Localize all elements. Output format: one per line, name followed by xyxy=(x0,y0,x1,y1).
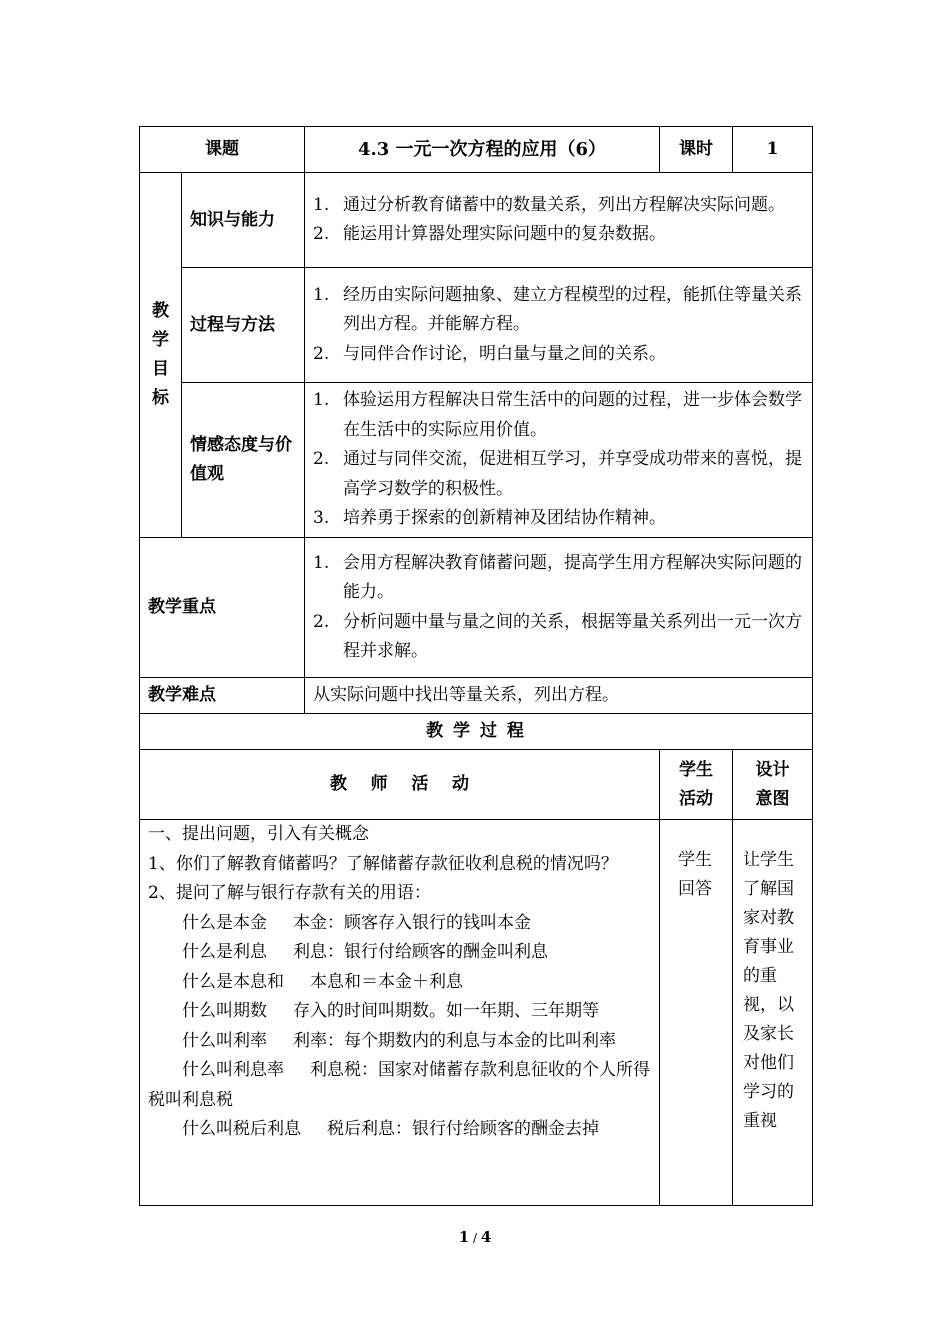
list-item: 1. 经历由实际问题抽象、建立方程模型的过程，能抓住等量关系列出方程。并能解方程。 xyxy=(313,284,802,335)
goals-label-char: 教 xyxy=(152,301,169,321)
goal-items-knowledge xyxy=(305,173,813,268)
list-item: 1. 会用方程解决教育储蓄问题，提高学生用方程解决实际问题的能力。 xyxy=(313,552,802,602)
goal-row-process xyxy=(140,268,813,383)
key-points-items xyxy=(305,538,813,678)
term-line: 什么是本金 本金：顾客存入银行的钱叫本金 xyxy=(182,912,531,933)
page-separator: / xyxy=(469,1231,481,1245)
teacher-activity-header: 教 师 活 动 xyxy=(140,750,660,820)
term-line: 什么是利息 利息：银行付给顾客的酬金叫利息 xyxy=(182,942,548,962)
difficulty-row xyxy=(140,678,813,714)
goal-label-knowledge: 知识与能力 xyxy=(182,173,305,268)
page-current: 1 xyxy=(458,1228,470,1246)
lesson-title: 4.3 一元一次方程的应用（6） xyxy=(305,127,660,173)
goal-label-process: 过程与方法 xyxy=(182,268,305,383)
term-line: 什么叫利息率 利息税：国家对储蓄存款利息征收的个人所得税叫利息税 xyxy=(148,1060,650,1110)
process-title-row xyxy=(140,714,813,750)
design-intent-header: 设计意图 xyxy=(733,750,813,820)
section-heading: 一、提出问题，引入有关概念 xyxy=(148,824,369,844)
question-1: 1、你们了解教育储蓄吗？了解储蓄存款征收利息税的情况吗？ xyxy=(148,853,618,874)
list-item: 2. 能运用计算器处理实际问题中的复杂数据。 xyxy=(313,224,666,244)
goal-row-attitude xyxy=(140,383,813,538)
key-points-row xyxy=(140,538,813,678)
goal-row-knowledge xyxy=(140,173,813,268)
student-activity-content: 学生回答 xyxy=(660,820,733,1206)
period-label: 课时 xyxy=(660,127,733,173)
term-line: 什么叫利率 利率：每个期数内的利息与本金的比叫利率 xyxy=(182,1030,616,1051)
term-line: 什么叫期数 存入的时间叫期数。如一年期、三年期等 xyxy=(182,1001,599,1021)
process-title: 教 学 过 程 xyxy=(140,714,813,750)
period-value: 1 xyxy=(733,127,813,173)
teacher-activity-content xyxy=(140,820,660,1206)
goals-label xyxy=(140,173,182,538)
goal-label-attitude: 情感态度与价值观 xyxy=(182,383,305,538)
list-item: 2. 分析问题中量与量之间的关系，根据等量关系列出一元一次方程并求解。 xyxy=(313,611,802,661)
process-content-row xyxy=(140,820,813,1206)
goals-label-char: 目 xyxy=(152,359,169,379)
process-header-row xyxy=(140,750,813,820)
list-item: 2. 通过与同伴交流，促进相互学习，并享受成功带来的喜悦，提高学习数学的积极性。 xyxy=(313,449,802,499)
question-2: 2、提问了解与银行存款有关的用语： xyxy=(148,883,431,903)
key-points-label: 教学重点 xyxy=(140,538,305,678)
topic-label: 课题 xyxy=(140,127,305,173)
goals-label-char: 学 xyxy=(152,330,169,350)
list-item: 3. 培养勇于探索的创新精神及团结协作精神。 xyxy=(313,508,666,529)
design-intent-content: 让学生了解国家对教育事业的重视，以及家长对他们学习的重视 xyxy=(733,820,813,1206)
list-item: 1. 通过分析教育储蓄中的数量关系，列出方程解决实际问题。 xyxy=(313,194,785,215)
student-activity-header: 学生活动 xyxy=(660,750,733,820)
lesson-plan-table xyxy=(139,126,813,1206)
difficulty-text: 从实际问题中找出等量关系，列出方程。 xyxy=(305,678,813,714)
header-row xyxy=(140,127,813,173)
goals-label-char: 标 xyxy=(152,388,169,408)
goal-items-process xyxy=(305,268,813,383)
difficulty-label: 教学难点 xyxy=(140,678,305,714)
list-item: 2. 与同伴合作讨论，明白量与量之间的关系。 xyxy=(313,343,666,364)
goal-items-attitude xyxy=(305,383,813,538)
page-number xyxy=(0,1228,950,1246)
page-total: 4 xyxy=(480,1228,492,1246)
term-line: 什么是本息和 本息和＝本金＋利息 xyxy=(182,971,463,992)
list-item: 1. 体验运用方程解决日常生活中的问题的过程，进一步体会数学在生活中的实际应用价值。 xyxy=(313,390,802,440)
term-line: 什么叫税后利息 税后利息：银行付给顾客的酬金去掉 xyxy=(182,1119,599,1139)
